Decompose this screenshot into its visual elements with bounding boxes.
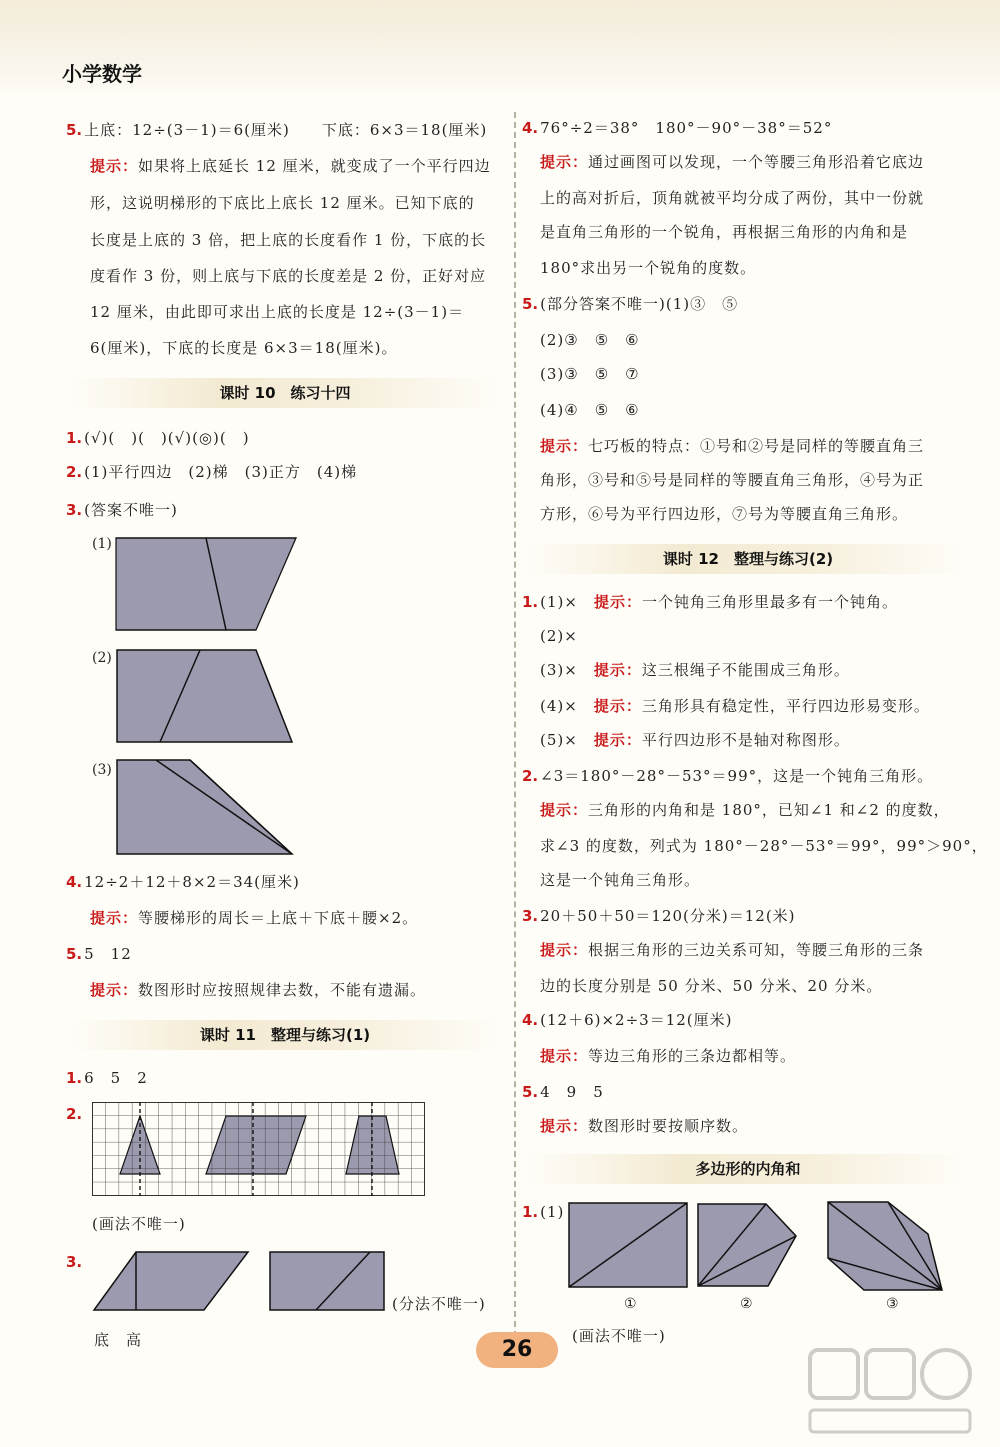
right-l12-q3-tip-line-1: 提示：根据三角形的三边关系可知，等腰三角形的三条	[540, 941, 925, 959]
polygon-label-3: ③	[886, 1296, 899, 1312]
figure-label-3: (3)	[92, 762, 112, 778]
left-l10-q4-tip: 提示：等腰梯形的周长＝上底＋下底＋腰×2。	[90, 909, 419, 927]
right-l12-q1-1: 1. (1)× 提示：一个钝角三角形里最多有一个钝角。	[522, 593, 899, 611]
right-poly-q1: 1. (1)	[522, 1203, 565, 1221]
trapezoid-figure-3	[112, 758, 297, 858]
column-divider	[514, 112, 516, 1347]
rectangle-figure	[266, 1248, 390, 1314]
right-q5-line-3: (3)③ ⑤ ⑦	[540, 365, 640, 383]
right-l12-q4-tip: 提示：等边三角形的三条边都相等。	[540, 1047, 797, 1065]
left-q5-tip-line-6: 6(厘米)，下底的长度是 6×3＝18(厘米)。	[90, 339, 398, 357]
figure-label-1: (1)	[92, 536, 112, 552]
left-q5-tip-line-5: 12 厘米，由此即可求出上底的长度是 12÷(3－1)＝	[90, 303, 465, 321]
right-q4: 4. 76°÷2＝38° 180°－90°－38°＝52°	[522, 119, 833, 137]
left-q5-tip-line-1: 提示：如果将上底延长 12 厘米，就变成了一个平行四边	[90, 157, 491, 175]
right-l12-q1-3: (3)× 提示：这三根绳子不能围成三角形。	[540, 661, 850, 679]
left-q5	[66, 120, 487, 140]
page-number: 26	[476, 1332, 558, 1368]
right-q4-tip-line-3: 是直角三角形的一个锐角，再根据三角形的内角和是	[540, 223, 909, 241]
right-l12-q2-tip-line-1: 提示：三角形的内角和是 180°，已知∠1 和∠2 的度数，	[540, 801, 950, 819]
right-l12-q3: 3. 20＋50＋50＝120(分米)＝12(米)	[522, 907, 796, 925]
grid-symmetry-figure	[92, 1102, 426, 1198]
question-number: 5.	[66, 121, 83, 139]
polygon-label-1: ①	[624, 1296, 637, 1312]
right-q4-tip-line-2: 上的高对折后，顶角就被平均分成了两份，其中一份就	[540, 189, 925, 207]
section-title-polygon-angles: 多边形的内角和	[528, 1154, 968, 1184]
header-band	[0, 0, 1000, 100]
right-q4-tip-line-4: 180°求出另一个锐角的度数。	[540, 259, 757, 277]
left-l10-q5-tip: 提示：数图形时应按照规律去数，不能有遗漏。	[90, 981, 427, 999]
pentagon-figure	[694, 1200, 800, 1290]
left-l11-q3-number: 3.	[66, 1253, 83, 1271]
tip-label: 提示：	[90, 157, 139, 175]
left-l11-q3-note: (分法不唯一)	[392, 1295, 486, 1313]
right-l12-q5-tip: 提示：数图形时要按顺序数。	[540, 1117, 749, 1135]
watermark-logo	[800, 1342, 980, 1442]
right-q5-tip-line-3: 方形，⑥号为平行四边形，⑦号为等腰直角三角形。	[540, 505, 909, 523]
trapezoid-figure-1	[112, 536, 297, 632]
left-l11-q3-labels: 底 高	[94, 1331, 143, 1349]
section-title-lesson-12: 课时 12 整理与练习(2)	[528, 544, 968, 574]
section-title-lesson-10: 课时 10 练习十四	[70, 378, 500, 408]
right-q5-line-1: 5. (部分答案不唯一)(1)③ ⑤	[522, 295, 739, 313]
left-l10-q3: 3. (答案不唯一)	[66, 501, 178, 519]
right-q5-line-4: (4)④ ⑤ ⑥	[540, 401, 640, 419]
right-l12-q1-5: (5)× 提示：平行四边形不是轴对称图形。	[540, 731, 850, 749]
left-l10-q2: 2. (1)平行四边 (2)梯 (3)正方 (4)梯	[66, 463, 358, 481]
left-l11-q2-number: 2.	[66, 1105, 83, 1123]
right-q5-tip-line-1: 提示：七巧板的特点：①号和②号是同样的等腰直角三	[540, 437, 925, 455]
right-q5-tip-line-2: 角形，③号和⑤号是同样的等腰直角三角形，④号为正	[540, 471, 925, 489]
left-l10-q1: 1. (√)( )( )(√)(◎)( )	[66, 429, 250, 447]
right-q5-line-2: (2)③ ⑤ ⑥	[540, 331, 640, 349]
right-poly-note: (画法不唯一)	[572, 1327, 666, 1345]
hexagon-figure	[824, 1198, 946, 1292]
right-q4-tip-line-1: 提示：通过画图可以发现，一个等腰三角形沿着它底边	[540, 153, 925, 171]
header-title: 小学数学	[62, 62, 142, 86]
right-l12-q3-tip-line-2: 边的长度分别是 50 分米、50 分米、20 分米。	[540, 977, 883, 995]
right-l12-q4: 4. (12＋6)×2÷3＝12(厘米)	[522, 1011, 733, 1029]
left-l10-q5: 5. 5 12	[66, 945, 132, 963]
left-q5-answer: 上底：12÷(3－1)＝6(厘米) 下底：6×3＝18(厘米)	[84, 121, 488, 139]
parallelogram-figure	[92, 1248, 252, 1314]
right-l12-q2-tip-line-2: 求∠3 的度数，列式为 180°－28°－53°＝99°，99°＞90°，	[540, 837, 988, 855]
right-l12-q2-tip-line-3: 这是一个钝角三角形。	[540, 871, 701, 889]
right-l12-q2: 2. ∠3＝180°－28°－53°＝99°，这是一个钝角三角形。	[522, 767, 934, 785]
right-l12-q1-2: (2)×	[540, 627, 578, 645]
polygon-label-2: ②	[740, 1296, 753, 1312]
left-l11-q2-note: (画法不唯一)	[92, 1215, 186, 1233]
left-q5-tip-line-2: 形，这说明梯形的下底比上底长 12 厘米。已知下底的	[90, 194, 475, 212]
left-q5-tip-line-4: 度看作 3 份，则上底与下底的长度差是 2 份，正好对应	[90, 267, 487, 285]
left-q5-tip-line-3: 长度是上底的 3 倍，把上底的长度看作 1 份，下底的长	[90, 231, 487, 249]
figure-label-2: (2)	[92, 650, 112, 666]
left-l11-q1: 1. 6 5 2	[66, 1069, 148, 1087]
left-l10-q4: 4. 12÷2＋12＋8×2＝34(厘米)	[66, 873, 300, 891]
right-l12-q1-4: (4)× 提示：三角形具有稳定性，平行四边形易变形。	[540, 697, 930, 715]
trapezoid-figure-2	[112, 648, 297, 744]
section-title-lesson-11: 课时 11 整理与练习(1)	[70, 1020, 500, 1050]
right-l12-q5: 5. 4 9 5	[522, 1083, 604, 1101]
rectangle-diagonal-figure	[566, 1200, 690, 1290]
